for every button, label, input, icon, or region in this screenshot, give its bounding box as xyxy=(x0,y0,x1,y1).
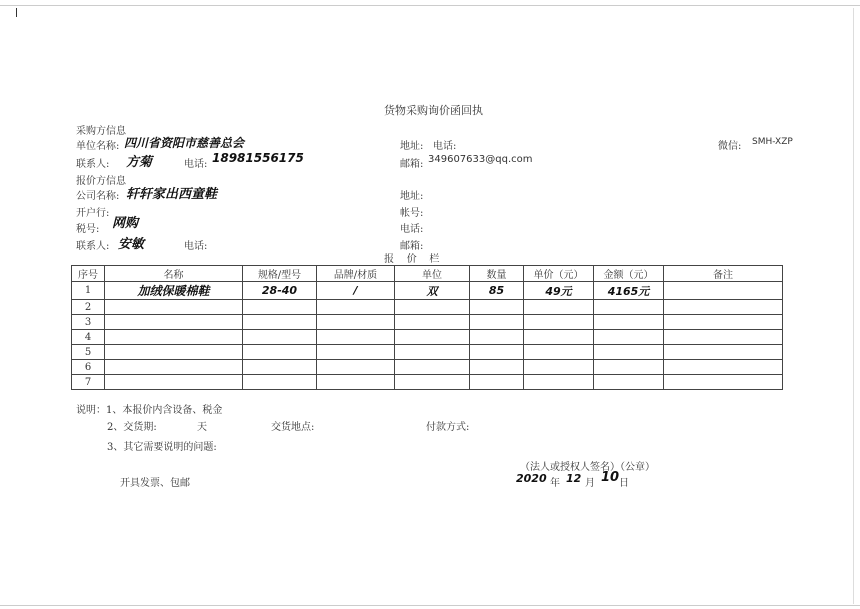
notes-invoice: 开具发票、包邮 xyxy=(120,478,190,489)
buyer-wechat-label: 微信: xyxy=(718,141,742,152)
quoter-account-label: 帐号: xyxy=(400,208,424,219)
signature-day: 10 xyxy=(601,470,620,485)
cell-unit xyxy=(395,300,470,315)
cell-spec xyxy=(243,315,317,330)
cell-name xyxy=(105,345,243,360)
cell-unit xyxy=(395,330,470,345)
signature-month: 12 xyxy=(566,472,582,485)
notes-delivery-place: 交货地点: xyxy=(271,422,315,433)
signature-day-unit: 日 xyxy=(619,478,629,489)
table-row xyxy=(72,282,783,300)
quoter-bank-label: 开户行: xyxy=(76,208,110,219)
quoter-section-heading: 报价方信息 xyxy=(76,176,126,187)
cell-price xyxy=(524,375,594,390)
cell-amount xyxy=(594,345,664,360)
cell-qty xyxy=(470,315,524,330)
header-price: 单价（元） xyxy=(524,266,594,282)
cell-name xyxy=(105,330,243,345)
cell-name xyxy=(105,375,243,390)
cell-note xyxy=(664,375,783,390)
cell-name xyxy=(105,315,243,330)
document-title: 货物采购询价函回执 xyxy=(384,104,483,117)
header-unit: 单位 xyxy=(395,266,470,282)
quoter-contact-phone-label: 电话: xyxy=(184,241,208,252)
cell-spec xyxy=(243,345,317,360)
quoter-tax-label: 税号: xyxy=(76,224,100,235)
cell-price xyxy=(524,360,594,375)
signature-label: （法人或授权人签名）（公章） xyxy=(520,462,655,473)
table-row xyxy=(72,360,783,375)
table-row xyxy=(72,375,783,390)
quoter-company-label: 公司名称: xyxy=(76,191,120,202)
cell-brand xyxy=(317,360,395,375)
cell-brand xyxy=(317,300,395,315)
cell-price: 49元 xyxy=(524,282,594,300)
cell-spec xyxy=(243,360,317,375)
cell-qty xyxy=(470,330,524,345)
cell-unit xyxy=(395,315,470,330)
table-row xyxy=(72,300,783,315)
buyer-contact-phone-value: 18981556175 xyxy=(212,151,304,165)
cell-brand xyxy=(317,330,395,345)
header-brand: 品牌/材质 xyxy=(317,266,395,282)
cell-no: 6 xyxy=(72,360,105,375)
quoter-contact-value: 安敏 xyxy=(118,237,145,252)
cell-unit xyxy=(395,345,470,360)
cell-no: 2 xyxy=(72,300,105,315)
signature-year: 2020 xyxy=(516,472,547,485)
notes-other: 3、其它需要说明的问题: xyxy=(107,442,217,453)
cell-unit xyxy=(395,375,470,390)
quoter-company-value: 轩轩家出西童鞋 xyxy=(126,187,218,202)
table-row xyxy=(72,315,783,330)
buyer-contact-phone-label: 电话: xyxy=(184,159,208,170)
cell-name xyxy=(105,360,243,375)
cell-name xyxy=(105,300,243,315)
buyer-email-value: 349607633@qq.com xyxy=(428,154,533,165)
buyer-wechat-value: SMH-XZP xyxy=(752,137,793,147)
table-header-row xyxy=(72,266,783,282)
cell-qty xyxy=(470,345,524,360)
cell-note xyxy=(664,315,783,330)
page-right-border xyxy=(853,8,854,604)
buyer-contact-label: 联系人: xyxy=(76,159,110,170)
cell-brand xyxy=(317,345,395,360)
buyer-unit-value: 四川省资阳市慈善总会 xyxy=(124,136,245,150)
quote-table xyxy=(71,265,783,390)
cell-unit: 双 xyxy=(395,282,470,300)
corner-mark xyxy=(16,8,17,17)
notes-payment: 付款方式: xyxy=(426,422,470,433)
cell-amount xyxy=(594,300,664,315)
cell-note xyxy=(664,360,783,375)
header-name: 名称 xyxy=(105,266,243,282)
cell-qty xyxy=(470,375,524,390)
cell-no: 5 xyxy=(72,345,105,360)
quoter-address-label: 地址: xyxy=(400,191,424,202)
notes-delivery-period: 2、交货期: xyxy=(107,422,157,433)
header-amount: 金额（元） xyxy=(594,266,664,282)
header-no: 序号 xyxy=(72,266,105,282)
table-row xyxy=(72,330,783,345)
cell-amount xyxy=(594,330,664,345)
cell-qty xyxy=(470,300,524,315)
cell-spec xyxy=(243,375,317,390)
cell-brand xyxy=(317,315,395,330)
buyer-email-label: 邮箱: xyxy=(400,159,424,170)
quoter-tax-value: 网购 xyxy=(112,216,139,231)
notes-intro: 说明：1、本报价内含设备、税金 xyxy=(76,405,223,416)
cell-amount: 4165元 xyxy=(594,282,664,300)
signature-year-unit: 年 xyxy=(550,478,560,489)
cell-brand xyxy=(317,375,395,390)
cell-spec xyxy=(243,330,317,345)
cell-amount xyxy=(594,375,664,390)
cell-price xyxy=(524,300,594,315)
cell-name: 加绒保暖棉鞋 xyxy=(105,282,243,300)
cell-note xyxy=(664,300,783,315)
cell-no: 4 xyxy=(72,330,105,345)
signature-month-unit: 月 xyxy=(585,478,595,489)
cell-no: 3 xyxy=(72,315,105,330)
cell-no: 7 xyxy=(72,375,105,390)
cell-qty: 85 xyxy=(470,282,524,300)
notes-delivery-days: 天 xyxy=(197,422,207,433)
buyer-address-label: 地址: xyxy=(400,141,424,152)
cell-note xyxy=(664,282,783,300)
page-top-border xyxy=(0,5,860,6)
cell-price xyxy=(524,345,594,360)
cell-no: 1 xyxy=(72,282,105,300)
cell-note xyxy=(664,330,783,345)
cell-spec: 28-40 xyxy=(243,282,317,300)
cell-amount xyxy=(594,360,664,375)
cell-note xyxy=(664,345,783,360)
cell-spec xyxy=(243,300,317,315)
buyer-section-heading: 采购方信息 xyxy=(76,126,126,137)
quoter-contact-label: 联系人: xyxy=(76,241,110,252)
cell-price xyxy=(524,315,594,330)
cell-amount xyxy=(594,315,664,330)
cell-qty xyxy=(470,360,524,375)
quoter-phone-label: 电话: xyxy=(400,224,424,235)
cell-price xyxy=(524,330,594,345)
buyer-contact-value: 方菊 xyxy=(126,155,153,170)
quote-section-heading: 报 价 栏 xyxy=(384,254,440,265)
header-qty: 数量 xyxy=(470,266,524,282)
header-note: 备注 xyxy=(664,266,783,282)
quoter-email-label: 邮箱: xyxy=(400,241,424,252)
header-spec: 规格/型号 xyxy=(243,266,317,282)
buyer-phone-label: 电话: xyxy=(433,141,457,152)
buyer-unit-label: 单位名称: xyxy=(76,141,120,152)
table-row xyxy=(72,345,783,360)
cell-brand: / xyxy=(317,282,395,300)
cell-unit xyxy=(395,360,470,375)
page-bottom-border xyxy=(0,605,860,606)
